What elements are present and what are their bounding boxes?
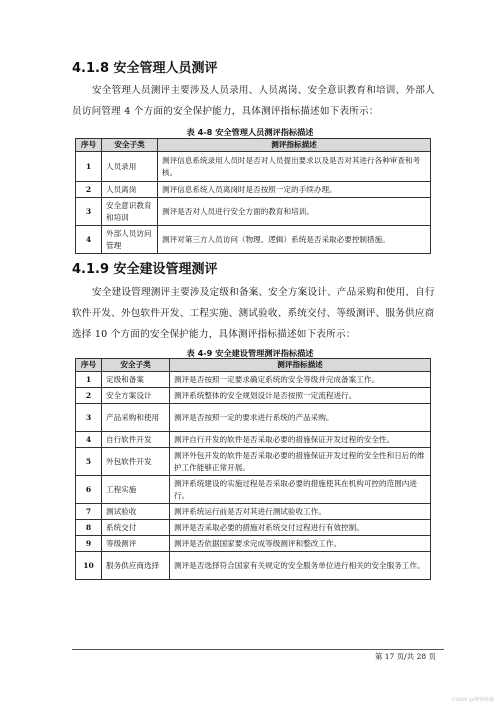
row-description: 测评系统运行前是否对其进行测试验收工作。: [170, 504, 431, 520]
row-description: 测评系统建设的实施过程是否采取必要的措施使其在机构可控的范围内进行。: [170, 476, 431, 504]
row-description: 测评是否采取必要的措施对系统交付过程进行有效控制。: [170, 520, 431, 536]
row-category: 等级测评: [102, 536, 170, 552]
row-no: 3: [76, 198, 102, 226]
row-no: 9: [76, 536, 102, 552]
header-description: 测评指标描述: [158, 139, 431, 152]
table-4-9: [75, 358, 431, 580]
row-description: 测评自行开发的软件是否采取必要的措施保证开发过程的安全性。: [170, 432, 431, 448]
table-row: [76, 226, 431, 254]
row-category: 外部人员访问管理: [102, 226, 158, 254]
table-row: [76, 504, 431, 520]
table-header-row: [76, 139, 431, 152]
table-row: [76, 198, 431, 226]
header-no: 序号: [76, 359, 102, 372]
row-description: 测评是否对人员进行安全方面的教育和培训。: [158, 198, 431, 226]
table-row: [76, 476, 431, 504]
row-description: 测评系统整体的安全规划设计是否按照一定流程进行。: [170, 388, 431, 404]
section-paragraph-4-1-8: 安全管理人员测评主要涉及人员录用、人员离岗、安全意识教育和培训、外部人员访问管理 4 个方面的安全保护能力，具体测评指标描述如下表所示：: [72, 85, 435, 117]
row-description: 测评是否按照一定要求确定系统的安全等级并完成备案工作。: [170, 372, 431, 388]
table-row: [76, 536, 431, 552]
row-description: 测评对第三方人员访问（物理、逻辑）系统是否采取必要控制措施。: [158, 226, 431, 254]
table-row: [76, 388, 431, 404]
row-category: 安全意识教育和培训: [102, 198, 158, 226]
section-paragraph-4-1-9: 安全建设管理测评主要涉及定级和备案、安全方案设计、产品采购和使用、自行软件开发、外包软件开发、工程实施、测试验收、系统交付、等级测评、服务供应商选择 10 个方面的安全保护能力，具体测评指标描述如下表所示：: [72, 287, 435, 340]
row-no: 6: [76, 476, 102, 504]
row-description: 测评信息系统录用人员时是否对人员提出要求以及是否对其进行各种审查和考核。: [158, 152, 431, 182]
row-category: 自行软件开发: [102, 432, 170, 448]
table-row: [76, 152, 431, 182]
section-heading-4-1-9: 4.1.9 安全建设管理测评: [72, 262, 218, 277]
row-category: 安全方案设计: [102, 388, 170, 404]
section-heading-4-1-8: 4.1.8 安全管理人员测评: [72, 61, 218, 76]
row-category: 服务供应商选择: [102, 552, 170, 580]
row-category: 人员离岗: [102, 182, 158, 198]
row-category: 人员录用: [102, 152, 158, 182]
row-category: 产品采购和使用: [102, 404, 170, 432]
row-no: 2: [76, 182, 102, 198]
row-description: 测评是否选择符合国家有关规定的安全服务单位进行相关的安全服务工作。: [170, 552, 431, 580]
row-description: 测评信息系统人员离岗时是否按照一定的手续办理。: [158, 182, 431, 198]
row-description: 测评是否依据国家要求完成等级测评和整改工作。: [170, 536, 431, 552]
row-category: 工程实施: [102, 476, 170, 504]
row-no: 5: [76, 448, 102, 476]
table-row: [76, 520, 431, 536]
row-category: 系统交付: [102, 520, 170, 536]
row-no: 7: [76, 504, 102, 520]
table-row: [76, 404, 431, 432]
table-header-row: [76, 359, 431, 372]
row-category: 测试验收: [102, 504, 170, 520]
row-description: 测评是否按照一定的要求进行系统的产品采购。: [170, 404, 431, 432]
row-no: 4: [76, 226, 102, 254]
table-4-8: [75, 138, 431, 254]
table-row: [76, 432, 431, 448]
header-description: 测评指标描述: [170, 359, 431, 372]
header-no: 序号: [76, 139, 102, 152]
watermark: CSDN @博客转载: [451, 697, 494, 703]
header-category: 安全子类: [102, 359, 170, 372]
page-number: 第 17 页/共 28 页: [374, 652, 436, 661]
row-category: 外包软件开发: [102, 448, 170, 476]
header-category: 安全子类: [102, 139, 158, 152]
row-no: 8: [76, 520, 102, 536]
table-row: [76, 448, 431, 476]
table-row: [76, 182, 431, 198]
footer-divider: [72, 649, 444, 650]
row-no: 10: [76, 552, 102, 580]
row-no: 1: [76, 372, 102, 388]
table-row: [76, 372, 431, 388]
table-caption-4-9: 表 4-9 安全建设管理测评指标描述: [186, 348, 314, 358]
row-no: 3: [76, 404, 102, 432]
row-category: 定级和备案: [102, 372, 170, 388]
table-caption-4-8: 表 4-8 安全管理人员测评指标描述: [186, 127, 314, 137]
row-no: 4: [76, 432, 102, 448]
row-no: 1: [76, 152, 102, 182]
row-no: 2: [76, 388, 102, 404]
table-row: [76, 552, 431, 580]
row-description: 测评外包开发的软件是否采取必要的措施保证开发过程的安全性和日后的维护工作能够正常开展。: [170, 448, 431, 476]
